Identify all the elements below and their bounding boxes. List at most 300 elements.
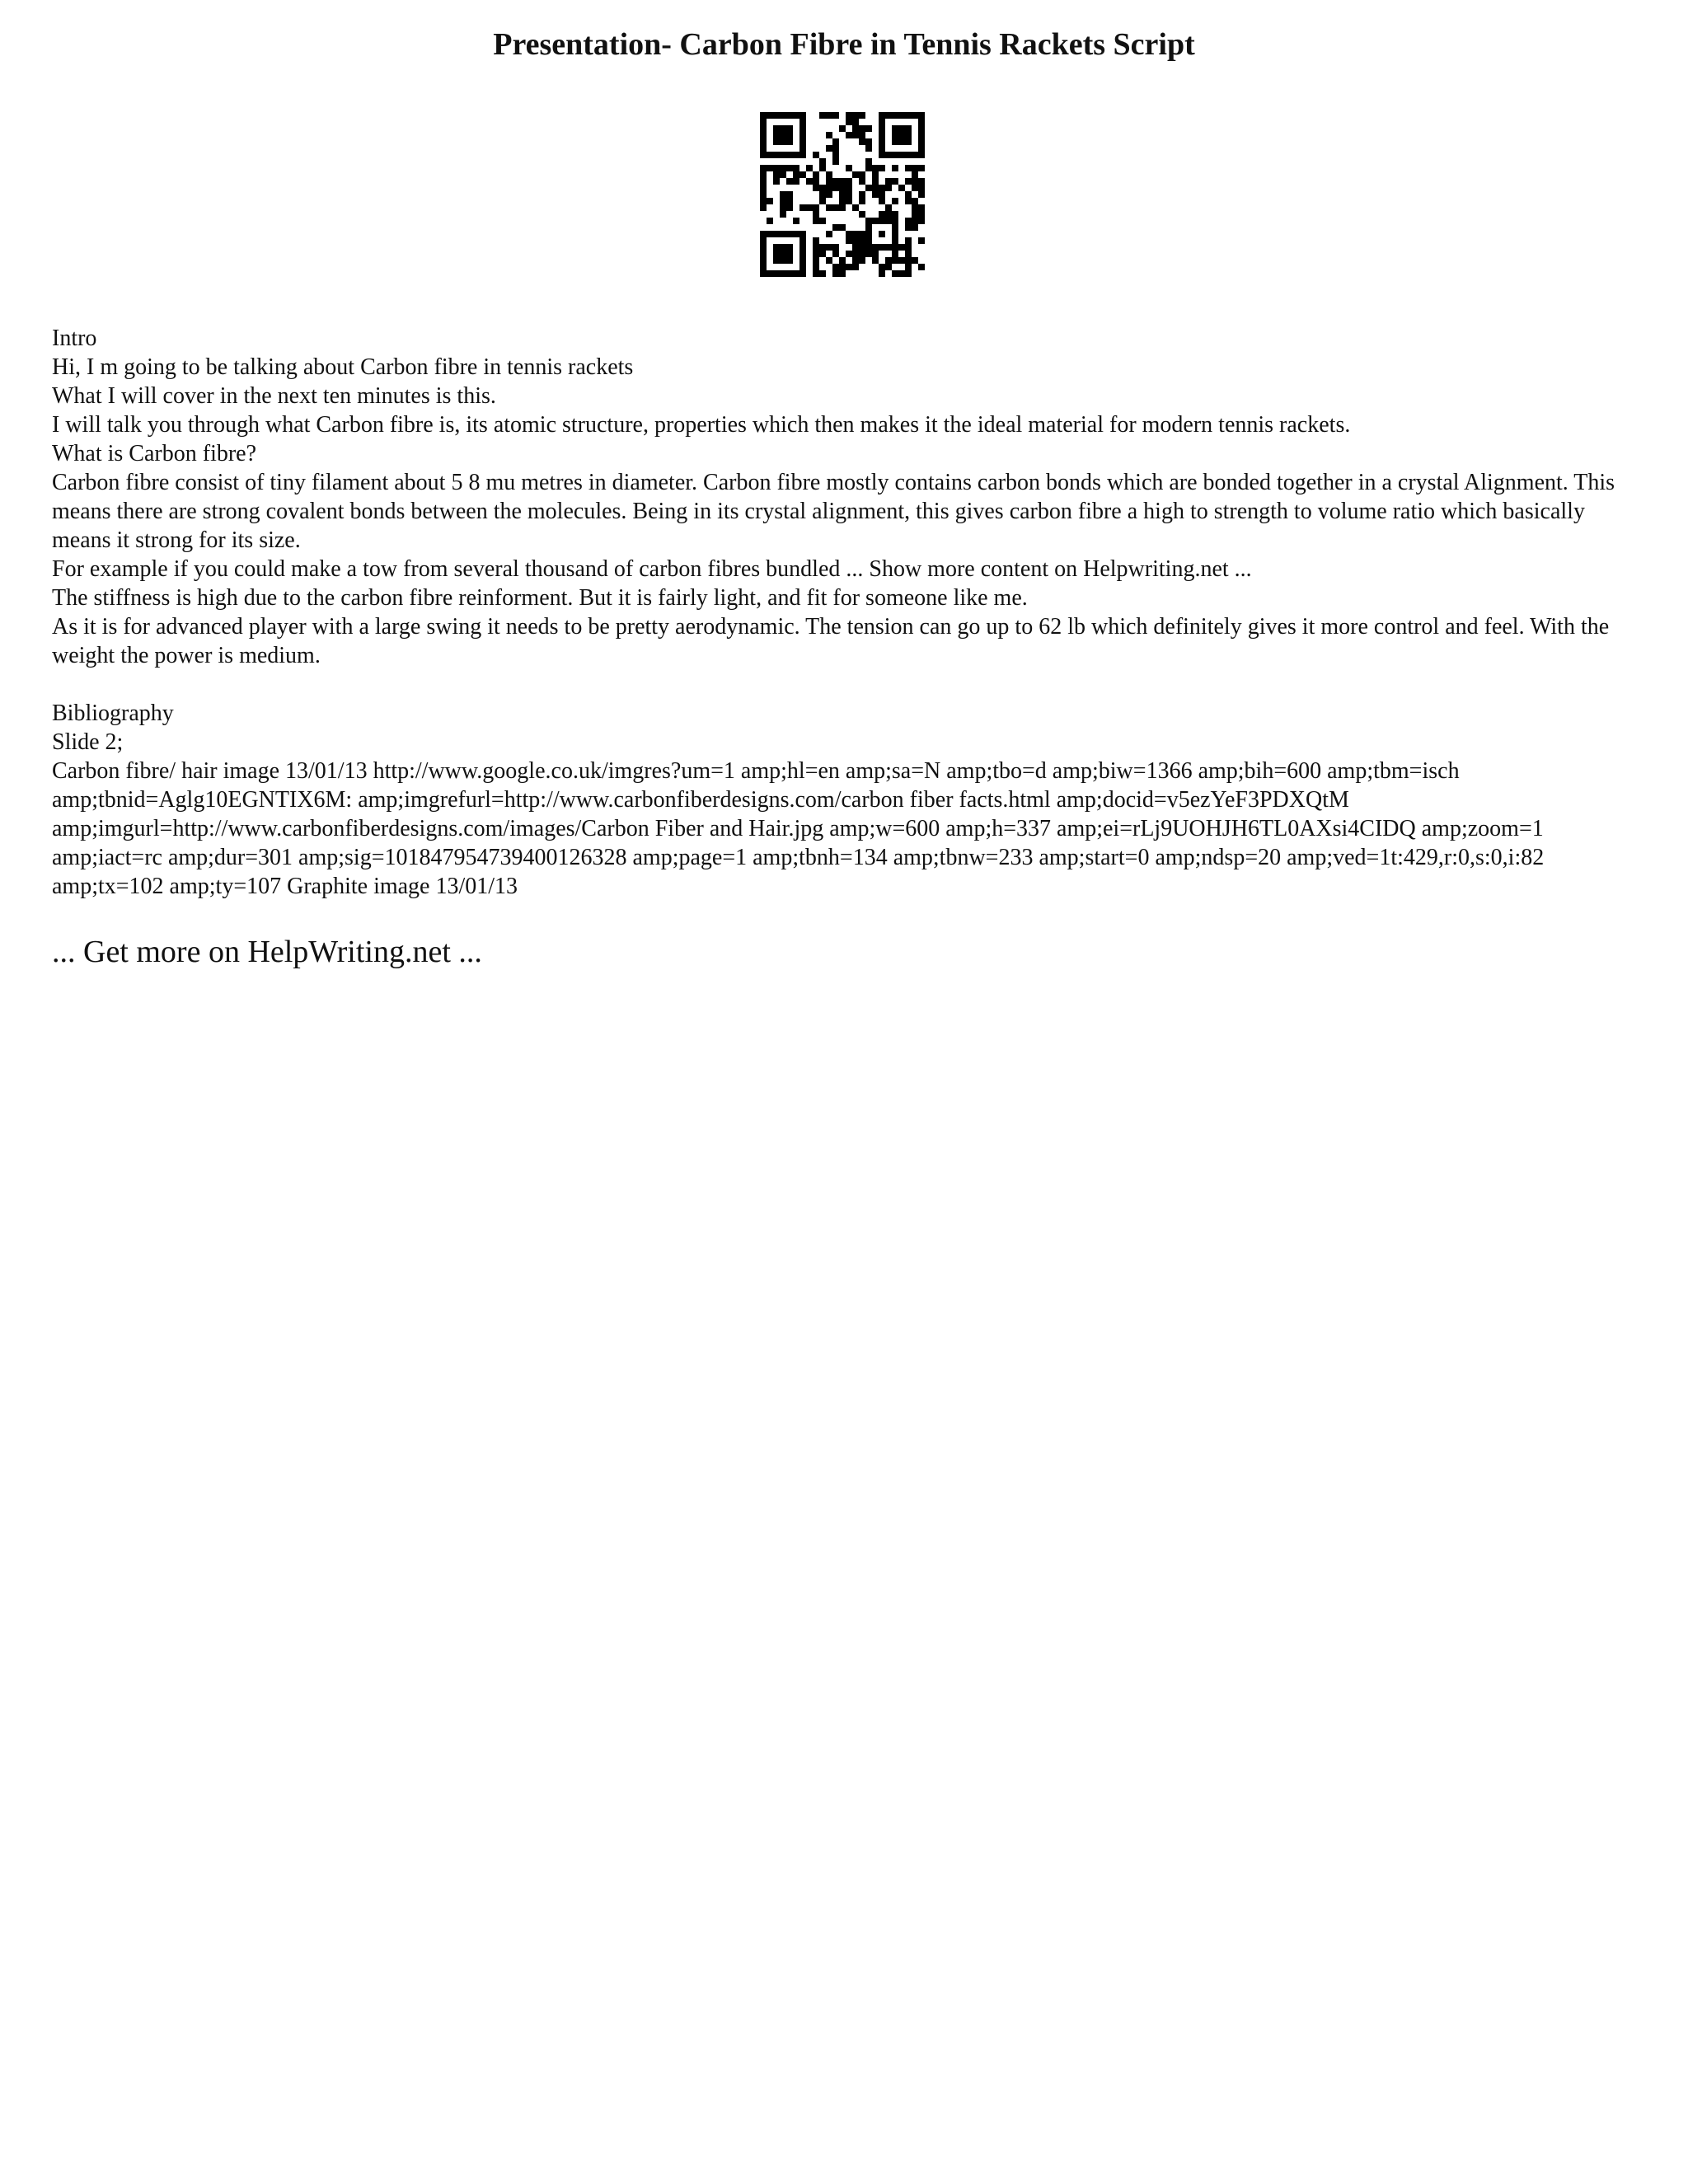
qr-module	[780, 244, 786, 251]
qr-module	[760, 119, 767, 125]
bibliography-text: Carbon fibre/ hair image 13/01/13 http://www.google.co.uk/imgres?um=1 amp;hl=en amp;sa=N amp;tbo=d amp;biw=1366 amp;bih=600 amp;tbm=isch amp;tbnid=Aglg10EGNTIX6M: amp;imgrefurl=http://www.carbonfiberdesigns.com/carbon fiber facts.html amp;docid=v5ezYeF3PDXQtM amp;imgurl=http://www.carbonfiberdesigns.com/images/Carbon Fiber and Hair.jpg amp;w=600 amp;h=337 amp;ei=rLj9UOHJH6TL0AXsi4CIDQ amp;zoom=1 amp;iact=rc amp;dur=301 amp;sig=101847954739400126328 amp;page=1 amp;tbnh=134 amp;tbnw=233 amp;start=0 amp;ndsp=20 amp;ved=1t:429,r:0,s:0,i:82 amp;tx=102 amp;ty=107 Graphite image 13/01/13	[52, 758, 1545, 899]
qr-module	[786, 112, 793, 119]
bibliography-heading: Bibliography	[52, 701, 174, 726]
qr-module	[918, 132, 925, 138]
qr-module	[892, 178, 898, 185]
qr-module	[832, 178, 839, 185]
script-body	[52, 324, 1634, 901]
paragraph-advanced: As it is for advanced player with a large swing it needs to be pretty aerodynamic. The tension can go up to 62 lb which definitely gives it more control and feel. With the weight the power is medium.	[52, 614, 1610, 668]
qr-module	[898, 185, 905, 191]
qr-module	[898, 244, 905, 251]
qr-module	[826, 244, 832, 251]
qr-module	[918, 211, 925, 218]
qr-module	[918, 264, 925, 270]
intro-line-1: Hi, I m going to be talking about Carbon fibre in tennis rackets	[52, 354, 634, 380]
qr-module	[780, 231, 786, 237]
qr-module	[846, 178, 852, 185]
qr-module	[892, 112, 898, 119]
qr-module	[832, 204, 839, 211]
qr-module	[786, 204, 793, 211]
qr-module	[879, 132, 885, 138]
qr-module	[865, 158, 872, 165]
qr-module	[826, 257, 832, 264]
qr-module	[786, 257, 793, 264]
qr-module	[813, 251, 819, 257]
qr-module	[879, 231, 885, 237]
qr-module	[846, 231, 852, 237]
qr-module	[905, 138, 912, 145]
qr-module	[839, 224, 846, 231]
qr-module	[799, 244, 806, 251]
qr-module	[826, 204, 832, 211]
qr-module	[780, 132, 786, 138]
paragraph-carbon-fibre: Carbon fibre consist of tiny filament about 5 8 mu metres in diameter. Carbon fibre mostly contains carbon bonds which are bonded together in a crystal Alignment. This means there are strong covalent bonds between the molecules. Being in its crystal alignment, this gives carbon fibre a high to strength to volume ratio which basically means it strong for its size.	[52, 470, 1615, 553]
qr-module	[760, 132, 767, 138]
qr-module	[885, 185, 892, 191]
qr-module	[885, 178, 892, 185]
qr-module	[760, 237, 767, 244]
qr-module	[826, 178, 832, 185]
qr-module	[912, 224, 918, 231]
qr-module	[760, 125, 767, 132]
qr-module	[839, 257, 846, 264]
qr-module	[793, 165, 799, 171]
qr-module	[786, 165, 793, 171]
qr-module	[892, 218, 898, 224]
qr-module	[905, 237, 912, 244]
qr-module	[760, 270, 767, 277]
qr-module	[826, 171, 832, 178]
qr-module	[846, 251, 852, 257]
qr-module	[786, 270, 793, 277]
qr-module	[760, 145, 767, 152]
qr-module	[859, 244, 865, 251]
qr-module	[780, 257, 786, 264]
qr-module	[885, 257, 892, 264]
qr-module	[892, 224, 898, 231]
qr-module	[813, 178, 819, 185]
qr-module	[892, 231, 898, 237]
qr-module	[799, 171, 806, 178]
qr-module	[865, 185, 872, 191]
qr-module	[885, 204, 892, 211]
qr-module	[799, 251, 806, 257]
qr-module	[918, 145, 925, 152]
qr-module	[799, 138, 806, 145]
qr-module	[918, 178, 925, 185]
qr-module	[832, 112, 839, 119]
qr-module	[839, 191, 846, 198]
qr-module	[912, 257, 918, 264]
qr-module	[786, 152, 793, 158]
qr-module	[799, 204, 806, 211]
qr-module	[859, 191, 865, 198]
qr-module	[912, 152, 918, 158]
qr-module	[852, 204, 859, 211]
qr-module	[918, 237, 925, 244]
page-title: Presentation- Carbon Fibre in Tennis Rackets Script	[493, 27, 1195, 62]
qr-module	[898, 270, 905, 277]
paragraph-gap	[52, 670, 1634, 699]
qr-module	[918, 185, 925, 191]
get-more-link[interactable]: ... Get more on HelpWriting.net ...	[52, 935, 482, 969]
qr-module	[780, 270, 786, 277]
qr-module	[832, 145, 839, 152]
qr-module	[898, 152, 905, 158]
qr-module	[892, 211, 898, 218]
qr-module	[799, 125, 806, 132]
qr-module	[865, 251, 872, 257]
qr-module	[852, 264, 859, 270]
qr-module	[879, 125, 885, 132]
qr-module	[892, 237, 898, 244]
qr-module	[912, 171, 918, 178]
qr-module	[760, 204, 767, 211]
qr-module	[780, 112, 786, 119]
slide-label: Slide 2;	[52, 729, 124, 755]
qr-module	[793, 178, 799, 185]
qr-module	[852, 231, 859, 237]
qr-module	[806, 178, 813, 185]
qr-module	[879, 138, 885, 145]
qr-module	[852, 112, 859, 119]
qr-module	[786, 125, 793, 132]
qr-module	[773, 112, 780, 119]
qr-module	[846, 165, 852, 171]
qr-module	[780, 125, 786, 132]
qr-module	[780, 138, 786, 145]
qr-module	[898, 125, 905, 132]
qr-module	[760, 112, 767, 119]
qr-module	[846, 198, 852, 204]
qr-module	[799, 119, 806, 125]
qr-module	[905, 218, 912, 224]
qr-module	[918, 204, 925, 211]
qr-module	[879, 270, 885, 277]
qr-module	[892, 251, 898, 257]
qr-module	[912, 112, 918, 119]
qr-module	[839, 198, 846, 204]
qr-module	[793, 112, 799, 119]
qr-code-image	[760, 112, 925, 277]
qr-module	[905, 270, 912, 277]
qr-module	[832, 158, 839, 165]
qr-module	[786, 191, 793, 198]
qr-module	[905, 125, 912, 132]
qr-module	[760, 264, 767, 270]
qr-module	[879, 145, 885, 152]
qr-module	[819, 112, 826, 119]
qr-module	[799, 270, 806, 277]
qr-module	[773, 244, 780, 251]
qr-module	[819, 198, 826, 204]
qr-module	[806, 204, 813, 211]
qr-module	[826, 112, 832, 119]
qr-module	[839, 204, 846, 211]
qr-module	[852, 119, 859, 125]
paragraph-stiffness: The stiffness is high due to the carbon fibre reinforment. But it is fairly light, and fit for someone like me.	[52, 585, 1028, 611]
qr-module	[819, 165, 826, 171]
qr-module	[793, 231, 799, 237]
qr-module	[912, 211, 918, 218]
qr-module	[813, 264, 819, 270]
qr-module	[859, 171, 865, 178]
qr-module	[846, 132, 852, 138]
qr-module	[826, 191, 832, 198]
qr-module	[813, 204, 819, 211]
qr-module	[905, 152, 912, 158]
qr-module	[905, 224, 912, 231]
qr-module	[885, 211, 892, 218]
qr-module	[905, 165, 912, 171]
qr-module	[918, 191, 925, 198]
qr-module	[799, 237, 806, 244]
qr-module	[872, 251, 879, 257]
qr-module	[846, 185, 852, 191]
qr-module	[773, 165, 780, 171]
qr-module	[905, 257, 912, 264]
qr-module	[859, 257, 865, 264]
qr-module	[905, 264, 912, 270]
qr-module	[852, 171, 859, 178]
qr-module	[879, 264, 885, 270]
qr-module	[773, 152, 780, 158]
qr-module	[865, 165, 872, 171]
qr-module	[892, 138, 898, 145]
qr-module	[872, 257, 879, 264]
qr-module	[806, 165, 813, 171]
qr-module	[918, 165, 925, 171]
section-question: What is Carbon fibre?	[52, 441, 257, 466]
qr-module	[780, 191, 786, 198]
qr-module	[852, 237, 859, 244]
qr-module	[892, 244, 898, 251]
qr-module	[819, 185, 826, 191]
qr-module	[813, 257, 819, 264]
qr-module	[793, 218, 799, 224]
qr-module	[799, 152, 806, 158]
qr-module	[859, 198, 865, 204]
qr-module	[799, 257, 806, 264]
intro-heading: Intro	[52, 326, 97, 351]
qr-module	[879, 211, 885, 218]
qr-module	[872, 165, 879, 171]
qr-module	[780, 198, 786, 204]
qr-module	[819, 270, 826, 277]
qr-module	[832, 152, 839, 158]
intro-line-2: What I will cover in the next ten minutes is this.	[52, 383, 496, 409]
qr-module	[799, 264, 806, 270]
qr-module	[846, 237, 852, 244]
qr-module	[773, 257, 780, 264]
qr-module	[780, 165, 786, 171]
qr-module	[898, 138, 905, 145]
qr-module	[859, 178, 865, 185]
qr-module	[885, 112, 892, 119]
qr-module	[819, 244, 826, 251]
qr-module	[885, 218, 892, 224]
qr-module	[780, 204, 786, 211]
qr-module	[786, 198, 793, 204]
qr-module	[852, 251, 859, 257]
qr-module	[905, 198, 912, 204]
qr-module	[859, 237, 865, 244]
qr-module	[892, 152, 898, 158]
qr-module	[898, 112, 905, 119]
qr-module	[918, 112, 925, 119]
qr-module	[839, 125, 846, 132]
qr-module	[885, 244, 892, 251]
qr-module	[865, 218, 872, 224]
intro-line-3: I will talk you through what Carbon fibre is, its atomic structure, properties which then makes it the ideal material for modern tennis rackets.	[52, 412, 1351, 438]
qr-module	[819, 191, 826, 198]
qr-module	[780, 152, 786, 158]
qr-module	[799, 112, 806, 119]
qr-module	[760, 251, 767, 257]
qr-module	[813, 185, 819, 191]
qr-module	[872, 244, 879, 251]
qr-module	[760, 231, 767, 237]
qr-module	[892, 125, 898, 132]
qr-module	[859, 211, 865, 218]
qr-module	[865, 244, 872, 251]
qr-code-graphic	[760, 112, 925, 277]
qr-module	[793, 152, 799, 158]
qr-module	[773, 270, 780, 277]
qr-module	[912, 204, 918, 211]
qr-module	[767, 270, 773, 277]
qr-module	[832, 185, 839, 191]
qr-module	[793, 171, 799, 178]
qr-module	[773, 251, 780, 257]
qr-module	[905, 112, 912, 119]
qr-module	[767, 165, 773, 171]
qr-module	[799, 145, 806, 152]
qr-module	[905, 251, 912, 257]
qr-module	[872, 185, 879, 191]
qr-module	[912, 198, 918, 204]
qr-module	[846, 119, 852, 125]
qr-module	[826, 231, 832, 237]
qr-module	[892, 257, 898, 264]
qr-module	[799, 231, 806, 237]
qr-module	[819, 218, 826, 224]
qr-module	[786, 231, 793, 237]
qr-module	[760, 178, 767, 185]
qr-module	[839, 185, 846, 191]
qr-module	[760, 171, 767, 178]
qr-module	[786, 132, 793, 138]
qr-module	[760, 191, 767, 198]
qr-module	[885, 152, 892, 158]
qr-module	[760, 244, 767, 251]
qr-module	[813, 152, 819, 158]
qr-module	[813, 171, 819, 178]
qr-module	[760, 185, 767, 191]
qr-module	[912, 165, 918, 171]
qr-module	[912, 218, 918, 224]
qr-module	[839, 270, 846, 277]
qr-module	[780, 211, 786, 218]
qr-module	[879, 152, 885, 158]
qr-module	[799, 132, 806, 138]
qr-module	[859, 251, 865, 257]
qr-module	[760, 152, 767, 158]
qr-module	[846, 112, 852, 119]
qr-module	[813, 270, 819, 277]
qr-module	[905, 178, 912, 185]
qr-module	[786, 251, 793, 257]
qr-module	[918, 119, 925, 125]
qr-module	[852, 125, 859, 132]
qr-module	[767, 112, 773, 119]
qr-module	[918, 125, 925, 132]
qr-module	[760, 198, 767, 204]
qr-module	[892, 270, 898, 277]
qr-module	[879, 218, 885, 224]
qr-module	[826, 185, 832, 191]
qr-module	[767, 198, 773, 204]
qr-module	[832, 138, 839, 145]
qr-module	[892, 165, 898, 171]
qr-module	[898, 132, 905, 138]
qr-module	[773, 171, 780, 178]
qr-module	[819, 251, 826, 257]
qr-module	[760, 257, 767, 264]
qr-module	[813, 211, 819, 218]
qr-module	[780, 171, 786, 178]
qr-module	[879, 198, 885, 204]
qr-module	[865, 145, 872, 152]
qr-module	[773, 178, 780, 185]
qr-module	[865, 237, 872, 244]
qr-module	[813, 244, 819, 251]
qr-module	[885, 264, 892, 270]
qr-module	[852, 244, 859, 251]
qr-module	[859, 112, 865, 119]
qr-module	[773, 132, 780, 138]
qr-module	[786, 138, 793, 145]
qr-module	[767, 218, 773, 224]
qr-module	[872, 171, 879, 178]
qr-module	[786, 244, 793, 251]
qr-module	[846, 191, 852, 198]
qr-module	[918, 218, 925, 224]
qr-module	[819, 158, 826, 165]
qr-module	[872, 178, 879, 185]
qr-module	[832, 251, 839, 257]
qr-module	[852, 257, 859, 264]
qr-module	[865, 125, 872, 132]
qr-module	[859, 132, 865, 138]
qr-module	[832, 270, 839, 277]
qr-module	[826, 132, 832, 138]
qr-module	[865, 231, 872, 237]
qr-module	[898, 257, 905, 264]
qr-module	[773, 138, 780, 145]
qr-module	[832, 264, 839, 270]
qr-module	[852, 132, 859, 138]
qr-module	[839, 264, 846, 270]
qr-module	[859, 125, 865, 132]
qr-module	[773, 231, 780, 237]
qr-module	[760, 138, 767, 145]
qr-module	[767, 231, 773, 237]
qr-module	[879, 185, 885, 191]
qr-module	[879, 165, 885, 171]
qr-module	[912, 185, 918, 191]
paragraph-example: For example if you could make a tow from several thousand of carbon fibres bundled ... Show more content on Helpwriting.net ...	[52, 556, 1252, 582]
